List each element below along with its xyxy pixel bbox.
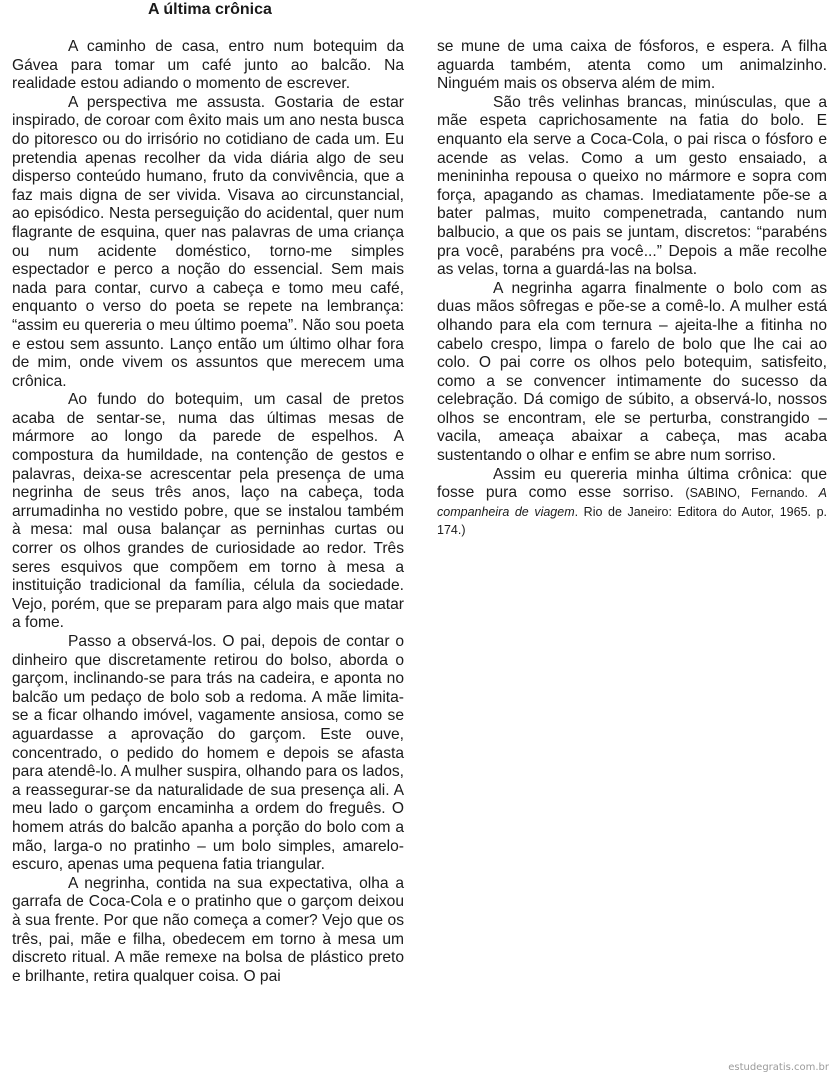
paragraph: A negrinha, contida na sua expectativa, olha a garrafa de Coca-Cola e o pratinho que o garçom deixou à sua frente. Por que não começa a comer? Vejo que os três, pai, mãe e filha, obedecem em torno à mesa um discreto ritual. A mãe remexe na bolsa de plástico preto e brilhante, retira qualquer coisa. O pai — [12, 874, 404, 985]
right-column — [437, 38, 827, 540]
paragraph: A perspectiva me assusta. Gostaria de estar inspirado, de coroar com êxito mais um ano nesta busca do pitoresco ou do irrisório no cotidiano de cada um. Eu pretendia apenas recolher da vida diária algo de seu disperso conteúdo humano, fruto da convivência, que a faz mais digna de ser vivida. Visava ao circunstancial, ao episódico. Nesta perseguição do acidental, quer num flagrante de esquina, quer nas palavras de uma criança ou num acidente doméstico, torno-me simples espectador e perco a noção do essencial. Sem mais nada para contar, curvo a cabeça e tomo meu café, enquanto o verso do poeta se repete na lembrança: “assim eu quereria o meu último poema”. Não sou poeta e estou sem assunto. Lanço então um último olhar fora de mim, onde vivem os assuntos que merecem uma crônica. — [12, 93, 404, 390]
paragraph: A caminho de casa, entro num botequim da Gávea para tomar um café junto ao balcão. Na realidade estou adiando o momento de escrever. — [12, 38, 404, 93]
paragraph: se mune de uma caixa de fósforos, e espera. A filha aguarda também, atenta como um animalzinho. Ninguém mais os observa além de mim. — [437, 38, 827, 93]
paragraph: A negrinha agarra finalmente o bolo com as duas mãos sôfregas e põe-se a comê-lo. A mulher está olhando para ela com ternura – ajeita-lhe a fitinha no cabelo crespo, limpa o farelo de bolo que lhe cai ao colo. O pai corre os olhos pelo botequim, satisfeito, como a se convencer intimamente do sucesso da celebração. Dá comigo de súbito, a observá-lo, nossos olhos se encontram, ele se perturba, constrangido – vacila, ameaça abaixar a cabeça, mas acaba sustentando o olhar e enfim se abre num sorriso. — [437, 279, 827, 465]
page-title: A última crônica — [148, 1, 272, 18]
watermark: estudegratis.com.br — [728, 1062, 829, 1073]
paragraph: Ao fundo do botequim, um casal de pretos acaba de sentar-se, numa das últimas mesas de mármore ao longo da parede de espelhos. A compostura da humildade, na contenção de gestos e palavras, deixa-se acrescentar pela presença de uma negrinha de seus três anos, laço na cabeça, toda arrumadinha no vestido pobre, que se instalou também à mesa: mal ousa balançar as perninhas curtas ou correr os olhos grandes de curiosidade ao redor. Três seres esquivos que compõem em torno à mesa a instituição tradicional da família, célula da sociedade. Vejo, porém, que se preparam para algo mais que matar a fome. — [12, 391, 404, 632]
paragraph: São três velinhas brancas, minúsculas, que a mãe espeta caprichosamente na fatia do bolo. E enquanto ela serve a Coca-Cola, o pai risca o fósforo e acende as velas. Como a um gesto ensaiado, a menininha repousa o queixo no mármore e sopra com força, apagando as chamas. Imediatamente põe-se a bater palmas, muito compenetrada, cantando num balbucio, a que os pais se juntam, discretos: “parabéns pra você, parabéns pra você...” Depois a mãe recolhe as velas, torna a guardá-las na bolsa. — [437, 93, 827, 279]
citation-publisher: . Rio de Janeiro: Editora do Autor, 1965. p. 174.) — [437, 504, 827, 538]
final-paragraph — [437, 466, 827, 540]
left-column — [12, 38, 404, 986]
citation-book-title: A companheira de viagem — [437, 486, 827, 519]
paragraph-text: Assim eu quereria minha última crônica: que fosse pura como esse sorriso. — [437, 465, 827, 502]
citation-author: (SABINO, Fernando. — [685, 486, 819, 501]
paragraph: Passo a observá-los. O pai, depois de contar o dinheiro que discretamente retirou do bolso, aborda o garçom, inclinando-se para trás na cadeira, e aponta no balcão um pedaço de bolo sob a redoma. A mãe limita-se a ficar olhando imóvel, vagamente ansiosa, como se aguardasse a aprovação do garçom. Este ouve, concentrado, o pedido do homem e depois se afasta para atendê-lo. A mulher suspira, olhando para os lados, a reassegurar-se da naturalidade de sua presença ali. A meu lado o garçom encaminha a ordem do freguês. O homem atrás do balcão apanha a porção do bolo com a mão, larga-o no pratinho – um bolo simples, amarelo-escuro, apenas uma pequena fatia triangular. — [12, 633, 404, 874]
